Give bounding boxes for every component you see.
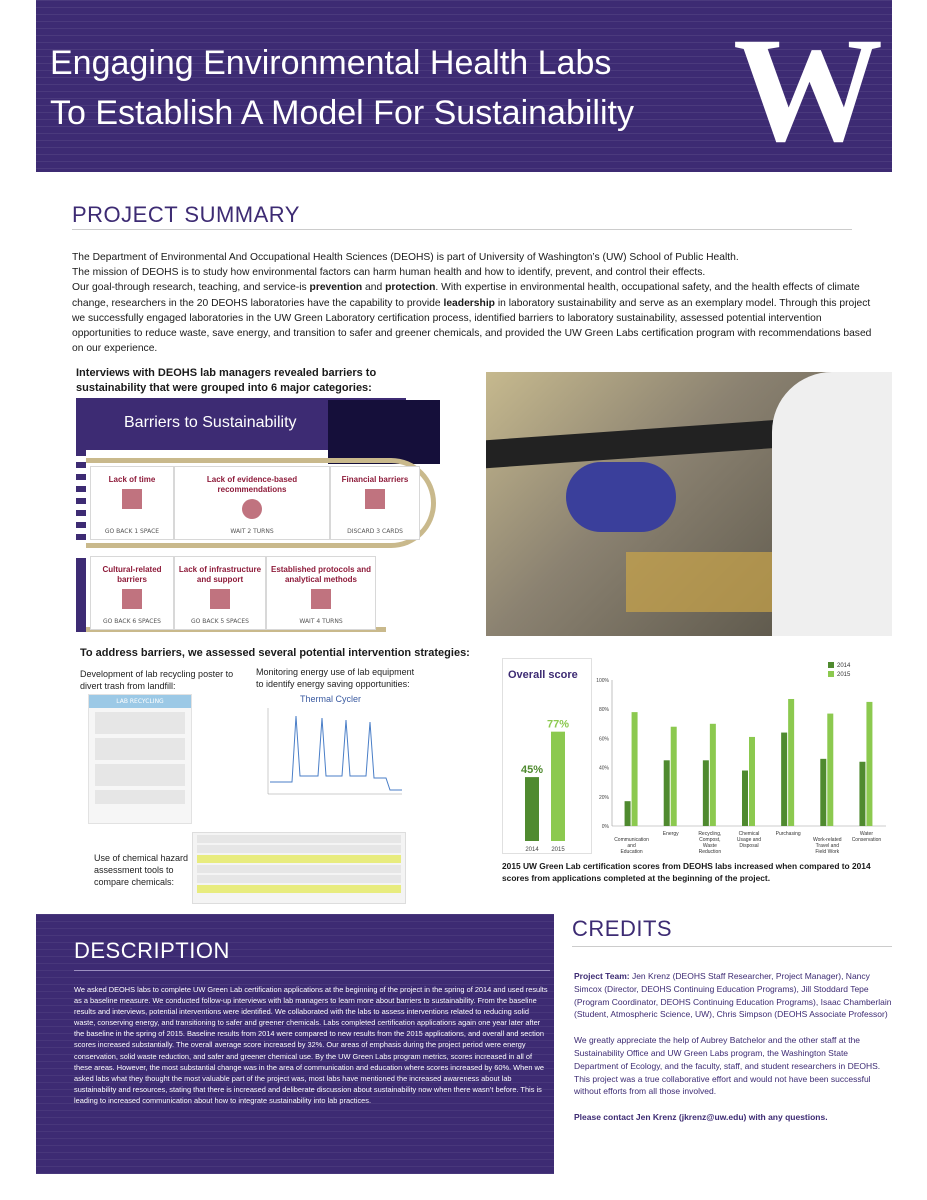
recycling-poster-header: LAB RECYCLING — [89, 695, 191, 708]
credits-divider — [572, 946, 892, 947]
summary-line-2: The mission of DEOHS is to study how environmental factors can harm human health and how to identify, prevent, and control their effects. — [72, 267, 706, 279]
overall-bar-2014 — [525, 777, 539, 841]
chart-caption: 2015 UW Green Lab certification scores from DEOHS labs increased when compared to 2014 scores from applications completed at the beginning of the project. — [502, 861, 871, 883]
bar-2015-6 — [866, 702, 872, 826]
category-label: Travel and — [815, 843, 840, 849]
bar-2014-1 — [664, 760, 670, 826]
poster-row — [95, 764, 185, 786]
barrier-label: Established protocols and analytical methods — [270, 565, 371, 584]
uw-w-logo — [728, 24, 888, 154]
y-tick-label: 0% — [601, 824, 609, 830]
building-icon — [210, 589, 230, 609]
y-tick-label: 40% — [598, 765, 609, 772]
bar-2015-1 — [671, 727, 677, 826]
energy-usage-line — [270, 716, 402, 790]
category-score-chart — [594, 658, 894, 854]
table-row — [197, 845, 401, 853]
hourglass-icon — [122, 489, 142, 509]
list-icon — [311, 589, 331, 609]
board-photo — [328, 400, 440, 464]
bar-2014-4 — [781, 733, 787, 826]
description-section — [36, 914, 554, 1174]
y-tick-label: 20% — [598, 794, 609, 801]
summary-line-1: The Department of Environmental And Occupational Health Sciences (DEOHS) is part of University of Washington’s (UW) School of Public Health. — [72, 252, 739, 263]
overall-bar-label: 45% — [520, 764, 544, 777]
category-label: Usage and — [736, 837, 762, 843]
bar-2014-6 — [859, 762, 865, 826]
photo-lab-coat — [772, 372, 892, 636]
description-title: DESCRIPTION — [74, 938, 230, 963]
category-label: Reduction — [698, 849, 722, 854]
energy-chart-title: Thermal Cycler — [300, 694, 362, 704]
y-tick-label: 80% — [598, 707, 609, 714]
category-label: Compost, — [699, 837, 721, 843]
barrier-label: Lack of time — [108, 475, 156, 484]
bar-2014-3 — [742, 771, 748, 826]
summary-paragraph: Our goal-through research, teaching, and service-is prevention and protection. With expertise in environmental health, occupational safety, and the health effects of climate change, researchers in the 20 DEOHS laboratories have the capability to provide leadership in laboratory sustainability and serve as an exemplary model. Through this project we successfully engaged laboratories in the UW Green Laboratory certification process, identified barriers to laboratory sustainability, assessed potential intervention opportunities to reduce waste, save energy, and transition to safer and greener chemicals, and provided the UW Green Labs certification program with recommendations based on our experience. — [72, 282, 872, 355]
barrier-label: Cultural-related barriers — [102, 565, 162, 584]
board-title: Barriers to Sustainability — [124, 414, 297, 431]
category-label: Waste — [702, 843, 717, 849]
description-divider — [74, 970, 550, 971]
legend-label: 2015 — [837, 672, 851, 678]
chemical-assessment-table — [192, 832, 406, 904]
project-summary-text — [72, 250, 872, 356]
overall-score-chart — [502, 658, 592, 854]
legend-label: 2014 — [837, 663, 851, 669]
y-tick-label: 60% — [598, 736, 609, 743]
overall-bar-2015 — [551, 732, 565, 841]
board-stripe-lower — [76, 558, 86, 632]
table-row — [197, 855, 401, 863]
table-row — [197, 835, 401, 843]
category-label: Field Work — [815, 849, 840, 854]
barrier-cell-infrastructure — [174, 556, 266, 630]
credits-team-label: Project Team: — [574, 971, 630, 981]
barrier-cell-financial — [330, 466, 420, 540]
credits-text — [574, 970, 894, 1137]
energy-chart-plot — [256, 694, 406, 812]
lab-photo — [486, 372, 892, 636]
category-label: Conservation — [851, 837, 882, 843]
barrier-penalty: WAIT 4 TURNS — [299, 618, 343, 625]
bar-2014-5 — [820, 759, 826, 826]
bar-2015-3 — [749, 737, 755, 826]
category-label: Education — [620, 849, 643, 854]
table-row — [197, 875, 401, 883]
barriers-board — [76, 398, 440, 634]
legend-swatch-2015 — [828, 671, 834, 677]
info-icon — [242, 499, 262, 519]
credits-thanks: We greatly appreciate the help of Aubrey Batchelor and the other staff at the Sustainability Office and UW Green Labs program, the Washington State Department of Ecology, and the faculty, staff, and student researchers in DEOHS. This project was a true collaborative effort and would not have been successful without efforts from all those involved. — [574, 1035, 881, 1097]
table-row — [197, 885, 401, 893]
recycling-text: Development of lab recycling poster to divert trash from landfill: — [80, 669, 234, 691]
chemical-text: Use of chemical hazard assessment tools to compare chemicals: — [94, 853, 189, 887]
recycling-poster — [88, 694, 192, 824]
energy-chart — [256, 694, 406, 812]
category-label: Chemical — [738, 831, 760, 837]
photo-glove — [566, 462, 676, 532]
credits-team — [574, 970, 894, 1021]
summary-divider — [72, 229, 852, 230]
category-label: Communication — [614, 837, 649, 843]
barrier-cell-protocols — [266, 556, 376, 630]
barrier-penalty: GO BACK 1 SPACE — [104, 528, 160, 535]
people-icon — [122, 589, 142, 609]
poster-header — [36, 0, 892, 172]
uw-logo-letter: W — [733, 24, 883, 154]
category-label: Disposal — [739, 843, 759, 849]
bar-2015-0 — [632, 712, 638, 826]
money-icon — [365, 489, 385, 509]
barrier-penalty: GO BACK 6 SPACES — [103, 618, 161, 625]
poster-row — [95, 738, 185, 760]
description-text: We asked DEOHS labs to complete UW Green Lab certification applications at the beginning of the project in the spring of 2014 and used results as a baseline measure. We conducted follow-up interviews with lab managers to learn more about barriers to sustainability. From the baseline results and interviews, potential interventions were identified. We collaborated with the labs to assess interventions related to reducing solid waste, conserving energy, and transitioning to safer and greener chemicals. Labs completed certification applications again one year later after the baseline in the spring of 2015. Baseline results from 2014 were compared to new results from the 2015 applications, and overall and section scores increased substantially. The overall average score increased by 32%. Our areas of emphasis during the project period were energy conservation, solid waste reduction, and safer and greener chemical use. By the UW Green Labs program metrics, scores increased in all of these areas. However, the most substantial change was in the area of communication and education where scores increased by 60%. When we asked labs what they thought the most valuable part of the project was, most labs have mentioned the increased awareness about lab sustainability and resources, stating that there is increased and deliberate discussion about sustainability now when there wasn’t before. This is leading to increased communication about how to integrate sustainability into lab practices. — [74, 985, 548, 1105]
barrier-cell-evidence — [174, 466, 330, 540]
poster-title-line-2: To Establish A Model For Sustainability — [50, 94, 634, 132]
poster-row — [95, 712, 185, 734]
barrier-label: Lack of evidence-based recommendations — [206, 475, 298, 494]
project-summary-title: PROJECT SUMMARY — [72, 202, 300, 227]
category-label: Purchasing — [775, 831, 801, 837]
credits-team-members: Jen Krenz (DEOHS Staff Researcher, Project Manager), Nancy Simcox (Director, DEOHS Continuing Education Programs), Jill Stoddard Tepe (Program Coordinator, DEOHS Continuing Education Programs), Isaac Chamberlain (Student, Atmospheric Science, UW), Chris Simpson (DEOHS Associate Professor) — [574, 971, 892, 1020]
barrier-label: Lack of infrastructure and support — [178, 565, 262, 584]
poster-row — [95, 790, 185, 804]
barrier-label: Financial barriers — [341, 475, 409, 484]
credits-contact: Please contact Jen Krenz (jkrenz@uw.edu) with any questions. — [574, 1112, 828, 1123]
barrier-penalty: WAIT 2 TURNS — [230, 528, 274, 535]
bar-2015-4 — [788, 699, 794, 826]
legend-swatch-2014 — [828, 662, 834, 668]
bar-2015-2 — [710, 724, 716, 826]
table-row — [197, 865, 401, 873]
overall-year-label: 2015 — [551, 847, 565, 853]
category-label: and — [627, 843, 636, 849]
overall-year-label: 2014 — [525, 847, 539, 853]
overall-score-plot — [503, 659, 593, 855]
overall-bar-label: 77% — [546, 718, 570, 731]
barrier-cell-time — [90, 466, 174, 540]
interviews-lead: Interviews with DEOHS lab managers revealed barriers to sustainability that were grouped into 6 major categories: — [76, 367, 377, 394]
category-label: Energy — [662, 831, 679, 837]
category-label: Water — [859, 831, 874, 837]
y-tick-label: 100% — [596, 678, 609, 684]
poster-title-line-1: Engaging Environmental Health Labs — [50, 44, 612, 82]
bar-2014-2 — [703, 760, 709, 826]
barrier-penalty: DISCARD 3 CARDS — [347, 528, 403, 535]
category-label: Work-related — [813, 837, 842, 843]
photo-bottles — [626, 552, 776, 612]
barrier-penalty: GO BACK 5 SPACES — [191, 618, 249, 625]
barrier-cell-cultural — [90, 556, 174, 630]
bar-2015-5 — [827, 714, 833, 826]
category-label: Recycling, — [698, 831, 722, 837]
bar-2014-0 — [625, 801, 631, 826]
credits-title: CREDITS — [572, 916, 673, 941]
overall-score-title: Overall score — [508, 669, 578, 681]
board-stripe — [76, 450, 86, 540]
interventions-lead: To address barriers, we assessed several potential intervention strategies: — [80, 647, 470, 659]
energy-text: Monitoring energy use of lab equipment to identify energy saving opportunities: — [256, 667, 415, 689]
